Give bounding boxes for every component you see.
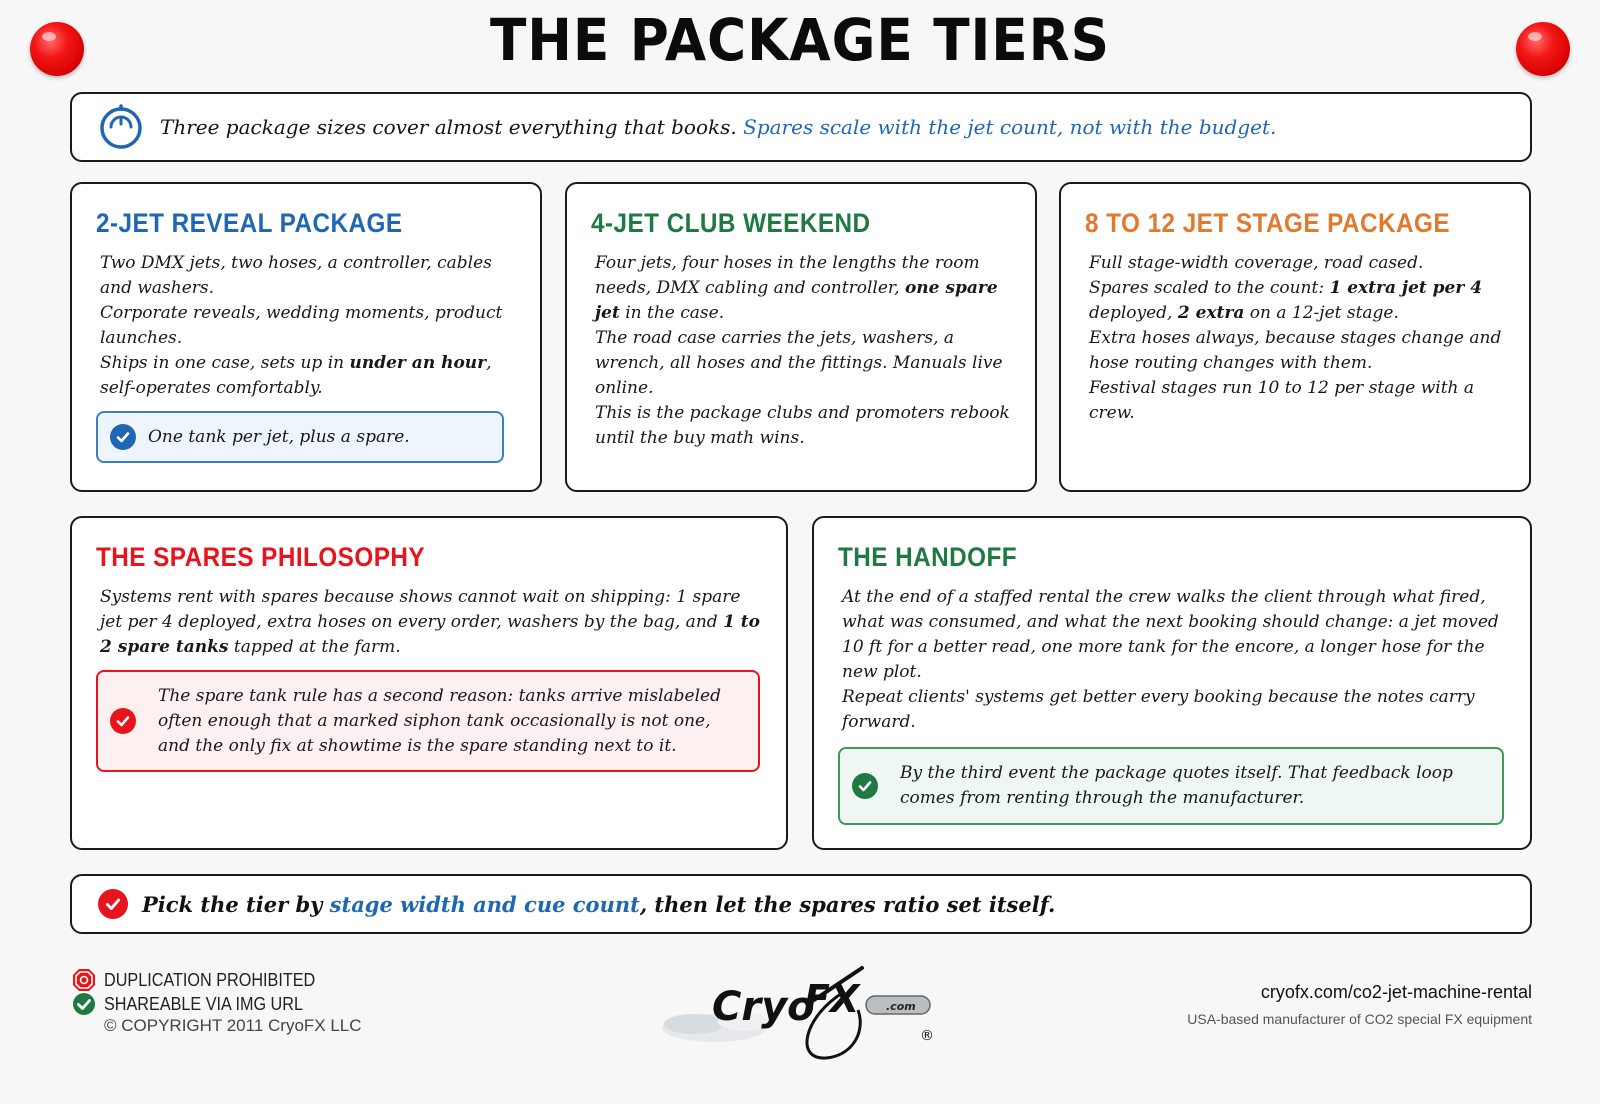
website-link[interactable]: cryofx.com/co2-jet-machine-rental xyxy=(1260,982,1532,1002)
section-title: THE HANDOFF xyxy=(838,542,1018,572)
page-title: THE PACKAGE TIERS xyxy=(489,6,1111,74)
intro-text xyxy=(160,115,1276,139)
footer-contact xyxy=(1187,982,1532,1027)
tier-line-text: on a 12-jet stage. xyxy=(1244,303,1399,323)
tier-line: Festival stages run 10 to 12 per stage with a crew. xyxy=(1089,378,1475,423)
tier-line-bold: 1 extra jet per 4 xyxy=(1329,278,1483,298)
pick-text-part: Pick the tier by xyxy=(142,891,330,917)
tier-card-4-jet xyxy=(565,182,1037,492)
shareable-row xyxy=(72,992,362,1016)
tier-line-text: in the case. xyxy=(619,303,725,323)
tier-line-text: Four jets, four hoses in the lengths the room needs, DMX cabling and controller, xyxy=(595,253,980,298)
tier-title: 2-JET REVEAL PACKAGE xyxy=(96,208,403,238)
tier-line: This is the package clubs and promoters rebook until the buy math wins. xyxy=(595,403,1010,448)
section-title: THE SPARES PHILOSOPHY xyxy=(96,542,426,572)
company-tagline: USA-based manufacturer of CO2 special FX equipment xyxy=(1187,1011,1532,1027)
tier-description xyxy=(591,251,1013,451)
section-text: tapped at the farm. xyxy=(228,637,401,657)
check-circle-icon xyxy=(852,773,878,799)
duplication-prohibited-row xyxy=(72,968,362,992)
spares-callout xyxy=(96,670,760,772)
tier-line: Extra hoses always, because stages change and hose routing changes with them. xyxy=(1089,328,1502,373)
svg-text:®: ® xyxy=(920,1028,934,1044)
tier-card-2-jet xyxy=(70,182,542,492)
section-paragraph: Repeat clients' systems get better every booking because the notes carry forward. xyxy=(842,687,1475,732)
intro-highlight: Spares scale with the jet count, not with the budget. xyxy=(743,115,1277,139)
copyright-notice: © COPYRIGHT 2011 CryoFX LLC xyxy=(104,1016,362,1035)
tier-line-text: , self-operates comfortably. xyxy=(100,353,492,398)
tier-callout xyxy=(96,411,504,463)
svg-text:.com: .com xyxy=(886,1000,916,1013)
tier-line: Two DMX jets, two hoses, a controller, cables and washers. xyxy=(100,253,492,298)
callout-text: One tank per jet, plus a spare. xyxy=(148,426,410,447)
callout-text: By the third event the package quotes itself. That feedback loop comes from renting through the manufacturer. xyxy=(900,763,1453,808)
tier-line: The road case carries the jets, washers, a wrench, all hoses and the fittings. Manuals live online. xyxy=(595,328,1003,398)
section-bold: 1 to 2 spare tanks xyxy=(100,612,761,657)
intro-statement: Three package sizes cover almost everything that books. xyxy=(160,115,744,139)
stop-octagon-icon xyxy=(72,968,96,992)
callout-text: The spare tank rule has a second reason: tanks arrive mislabeled often enough that a marked siphon tank occasionally is not one, and the only fix at showtime is the spare standing next to it. xyxy=(158,685,721,756)
section-text: Systems rent with spares because shows cannot wait on shipping: 1 spare jet per 4 deployed, extra hoses on every order, washers by the bag, and xyxy=(100,587,741,632)
tier-description xyxy=(1085,251,1507,426)
handoff-card xyxy=(812,516,1532,850)
duplication-prohibited-label: DUPLICATION PROHIBITED xyxy=(104,969,316,990)
tier-line-bold: one spare jet xyxy=(595,278,998,323)
tier-line-bold: under an hour xyxy=(349,353,487,373)
intro-banner xyxy=(70,92,1532,162)
section-description xyxy=(96,585,762,660)
pick-tier-text xyxy=(142,892,1055,917)
section-paragraph: At the end of a staffed rental the crew walks the client through what fired, what was consumed, and what the next booking should change: a jet moved 10 ft for a better read, one more tank for the encore, a longer hose for the new plot. xyxy=(842,587,1499,682)
tier-card-8-to-12-jet xyxy=(1059,182,1531,492)
tier-line: Corporate reveals, wedding moments, product launches. xyxy=(100,303,503,348)
shareable-label: SHAREABLE VIA IMG URL xyxy=(104,993,303,1014)
spares-philosophy-card xyxy=(70,516,788,850)
check-circle-icon xyxy=(110,424,136,450)
pick-highlight: stage width and cue count xyxy=(329,891,640,917)
section-description xyxy=(838,585,1506,735)
tier-line xyxy=(1089,276,1507,326)
pick-text-part: , then let the spares ratio set itself. xyxy=(639,891,1056,917)
tier-description xyxy=(96,251,518,401)
tier-line-bold: 2 extra xyxy=(1177,303,1245,323)
tier-line xyxy=(100,351,518,401)
svg-text:FX: FX xyxy=(804,977,860,1021)
tier-line-text: deployed, xyxy=(1089,303,1178,323)
tier-line xyxy=(595,251,1013,326)
tier-title: 8 TO 12 JET STAGE PACKAGE xyxy=(1085,208,1451,238)
pick-tier-banner xyxy=(70,874,1532,934)
tier-line: Full stage-width coverage, road cased. xyxy=(1089,253,1424,273)
footer-legal xyxy=(72,968,362,1036)
gauge-icon xyxy=(98,104,144,150)
tier-line-text: Ships in one case, sets up in xyxy=(100,353,350,373)
check-circle-icon xyxy=(110,708,136,734)
tier-title: 4-JET CLUB WEEKEND xyxy=(591,208,871,238)
handoff-callout xyxy=(838,747,1504,825)
check-circle-icon xyxy=(98,889,128,919)
cryofx-logo xyxy=(654,962,964,1062)
svg-text:Cryo: Cryo xyxy=(712,984,815,1030)
tier-line-text: Spares scaled to the count: xyxy=(1089,278,1330,298)
check-circle-icon xyxy=(72,992,96,1016)
